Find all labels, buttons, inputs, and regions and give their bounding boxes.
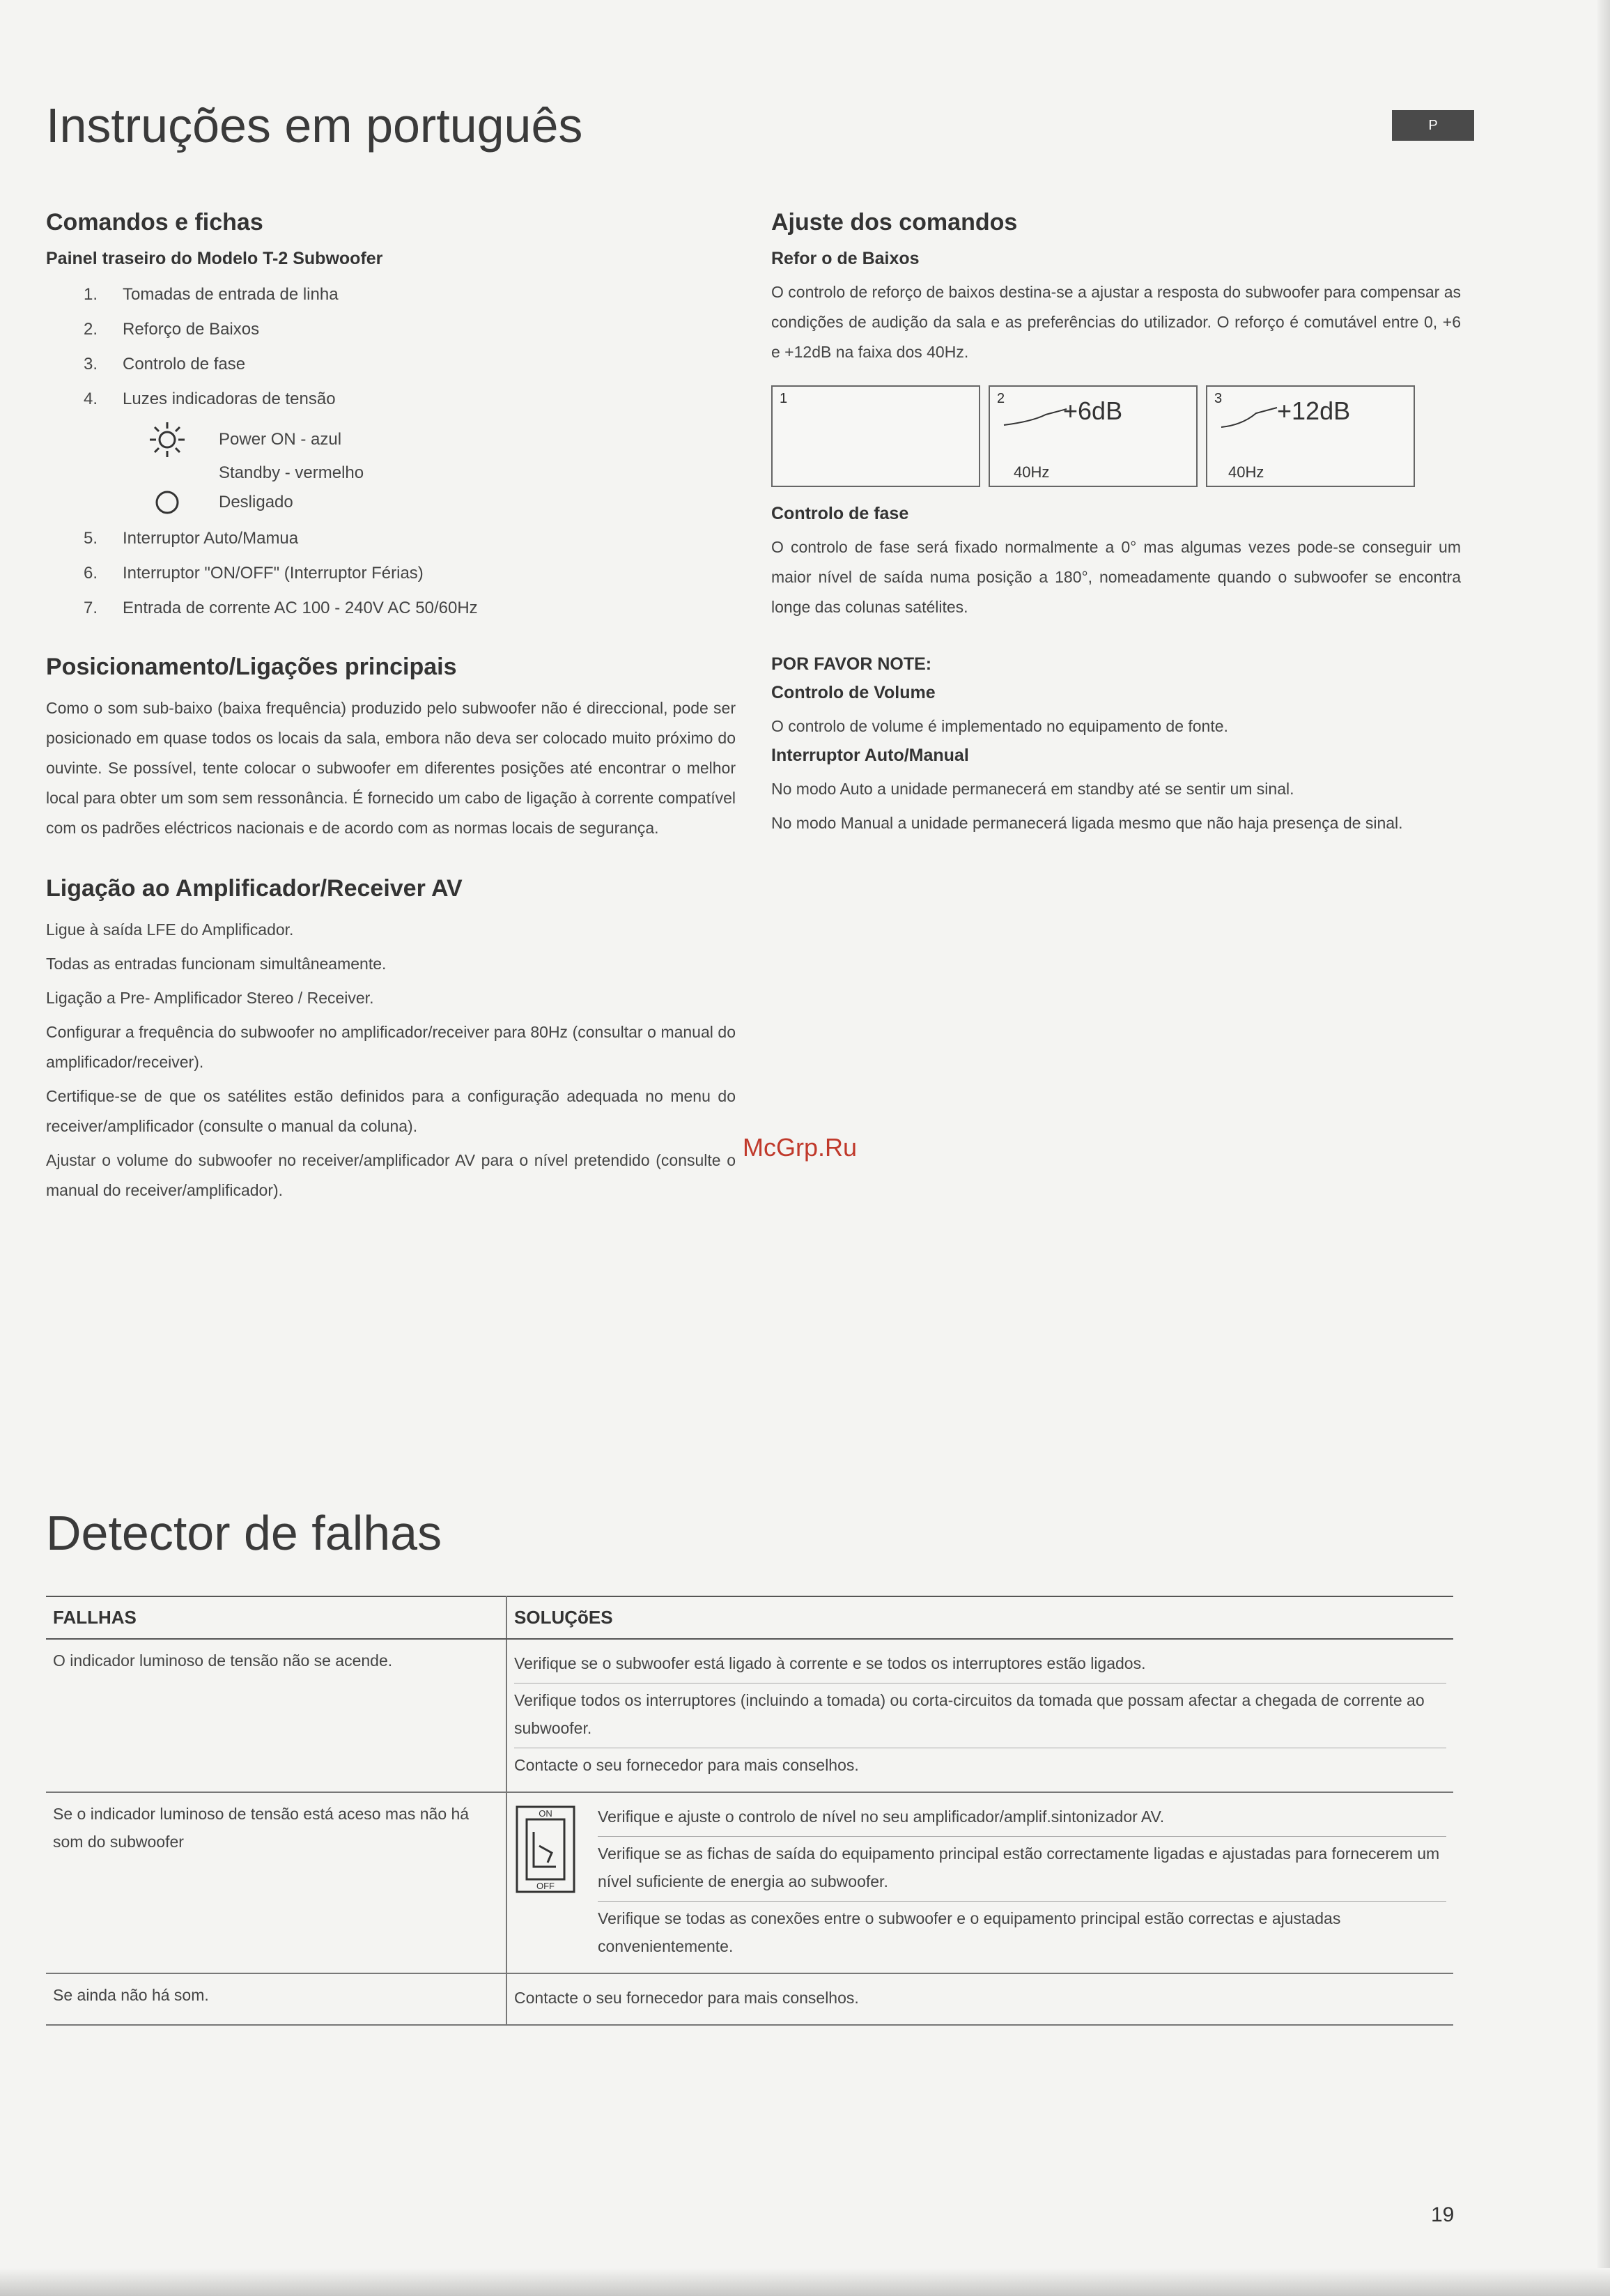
svg-text:OFF: OFF	[536, 1881, 555, 1891]
led-on-icon	[144, 421, 191, 459]
adjust-heading: Ajuste dos comandos	[771, 209, 1018, 236]
list-item: 5. Interruptor Auto/Mamua	[83, 529, 299, 548]
page-title: Instruções em português	[46, 98, 583, 153]
page-bottom-shadow	[0, 2268, 1610, 2296]
language-tab: P	[1392, 110, 1474, 141]
list-item: 6. Interruptor "ON/OFF" (Interruptor Férias)	[83, 564, 424, 583]
positioning-heading: Posicionamento/Ligações principais	[46, 654, 457, 680]
led-off-icon	[144, 488, 191, 516]
right-column	[771, 209, 1461, 842]
troubleshooting-table	[46, 1596, 1453, 2026]
list-item: 7. Entrada de corrente AC 100 - 240V AC 50/60Hz	[83, 599, 478, 617]
controls-heading: Comandos e fichas	[46, 209, 263, 236]
legend-row-standby: Standby - vermelho	[219, 463, 364, 482]
amplifier-line: Ligue à saída LFE do Amplificador.	[46, 920, 294, 939]
list-item: 2. Reforço de Baixos	[83, 320, 260, 339]
page-edge-shadow	[1597, 0, 1610, 2296]
bass-boost-heading: Refor o de Baixos	[771, 249, 920, 268]
boost-position-3: 3 +12dB 40Hz	[1206, 385, 1415, 487]
svg-text:ON: ON	[539, 1808, 552, 1819]
amplifier-line: Ajustar o volume do subwoofer no receiver/amplificador AV para o nível pretendido (consulte o manual do receiver/amplificador).	[46, 1151, 736, 1199]
bass-boost-text: O controlo de reforço de baixos destina-se a ajustar a resposta do subwoofer para compensar as condições de audição da sala e as preferências do utilizador. O reforço é comutável entre 0, +6 e +12dB na faixa dos 40Hz.	[771, 283, 1461, 361]
amplifier-line: Certifique-se de que os satélites estão definidos para a configuração adequada no menu do receiver/amplificador (consulte o manual da coluna).	[46, 1087, 736, 1135]
bass-boost-diagram	[771, 385, 1461, 487]
boost-position-2: 2 +6dB 40Hz	[989, 385, 1198, 487]
column-header-solutions: SOLUÇõES	[506, 1596, 1453, 1639]
auto-manual-heading: Interruptor Auto/Manual	[771, 746, 969, 765]
solution-cell: ON OFF Verifique e ajuste o controlo de nível no seu amplificador/amplif.sintonizador AV. Verifique se as fichas de saída do equipamento principal estão correctamente ligadas e ajustadas para fornecerem um nível suficiente de energia ao subwoofer. Verifique se todas as conexões entre o subwoofer e o equipamento principal estão correctas e ajustadas convenientemente.	[506, 1792, 1453, 1973]
amplifier-line: Ligação a Pre- Amplificador Stereo / Receiver.	[46, 989, 374, 1007]
rear-panel-subheading: Painel traseiro do Modelo T-2 Subwoofer	[46, 249, 383, 268]
legend-row-power: Power ON - azul	[144, 421, 736, 459]
amplifier-line: Todas as entradas funcionam simultâneamente.	[46, 955, 387, 973]
note-heading: POR FAVOR NOTE:	[771, 654, 932, 674]
phase-heading: Controlo de fase	[771, 504, 909, 523]
page-number: 19	[1431, 2203, 1455, 2226]
table-row	[46, 1792, 1453, 1973]
table-row	[46, 1973, 1453, 2025]
list-item: 4. Luzes indicadoras de tensão	[83, 390, 336, 408]
on-off-switch-icon	[514, 1800, 598, 1966]
fault-cell: O indicador luminoso de tensão não se acende.	[46, 1639, 506, 1792]
list-item: 3. Controlo de fase	[83, 355, 246, 373]
table-row	[46, 1639, 1453, 1792]
auto-manual-line: No modo Manual a unidade permanecerá ligada mesmo que não haja presença de sinal.	[771, 814, 1403, 832]
volume-heading: Controlo de Volume	[771, 683, 936, 702]
boost-position-1: 1	[771, 385, 980, 487]
watermark: McGrp.Ru	[743, 1133, 858, 1162]
fault-cell: Se o indicador luminoso de tensão está aceso mas não há som do subwoofer	[46, 1792, 506, 1973]
fault-cell: Se ainda não há som.	[46, 1973, 506, 2025]
troubleshooting-title: Detector de falhas	[46, 1506, 442, 1560]
amplifier-heading: Ligação ao Amplificador/Receiver AV	[46, 875, 463, 902]
volume-text: O controlo de volume é implementado no equipamento de fonte.	[771, 717, 1228, 735]
list-item: 1. Tomadas de entrada de linha	[83, 285, 339, 304]
solution-cell: Contacte o seu fornecedor para mais conselhos.	[506, 1973, 1453, 2025]
positioning-text: Como o som sub-baixo (baixa frequência) produzido pelo subwoofer não é direccional, pode ser posicionado em quase todos os locais da sala, embora não deva ser colocado muito próximo do ouvinte. Se possível, tente colocar o subwoofer em diferentes posições até encontrar o melhor local para obter um som sem ressonância. É fornecido um cabo de ligação à corrente compatível com os padrões eléctricos nacionais e de acordo com as normas locais de segurança.	[46, 699, 736, 837]
led-legend	[144, 421, 736, 517]
left-column	[46, 209, 736, 1210]
legend-row-off: Desligado	[144, 488, 736, 517]
solution-cell: Verifique se o subwoofer está ligado à corrente e se todos os interruptores estão ligados. Verifique todos os interruptores (incluindo a tomada) ou corta-circuitos da tomada que possam afectar a chegada de corrente ao subwoofer. Contacte o seu fornecedor para mais conselhos.	[506, 1639, 1453, 1792]
auto-manual-line: No modo Auto a unidade permanecerá em standby até se sentir um sinal.	[771, 780, 1294, 798]
amplifier-line: Configurar a frequência do subwoofer no amplificador/receiver para 80Hz (consultar o manual do amplificador/receiver).	[46, 1023, 736, 1071]
column-header-faults: FALLHAS	[46, 1596, 506, 1639]
phase-text: O controlo de fase será fixado normalmente a 0° mas algumas vezes pode-se conseguir um maior nível de saída numa posição a 180°, nomeadamente quando o subwoofer se encontra longe das colunas satélites.	[771, 538, 1461, 616]
